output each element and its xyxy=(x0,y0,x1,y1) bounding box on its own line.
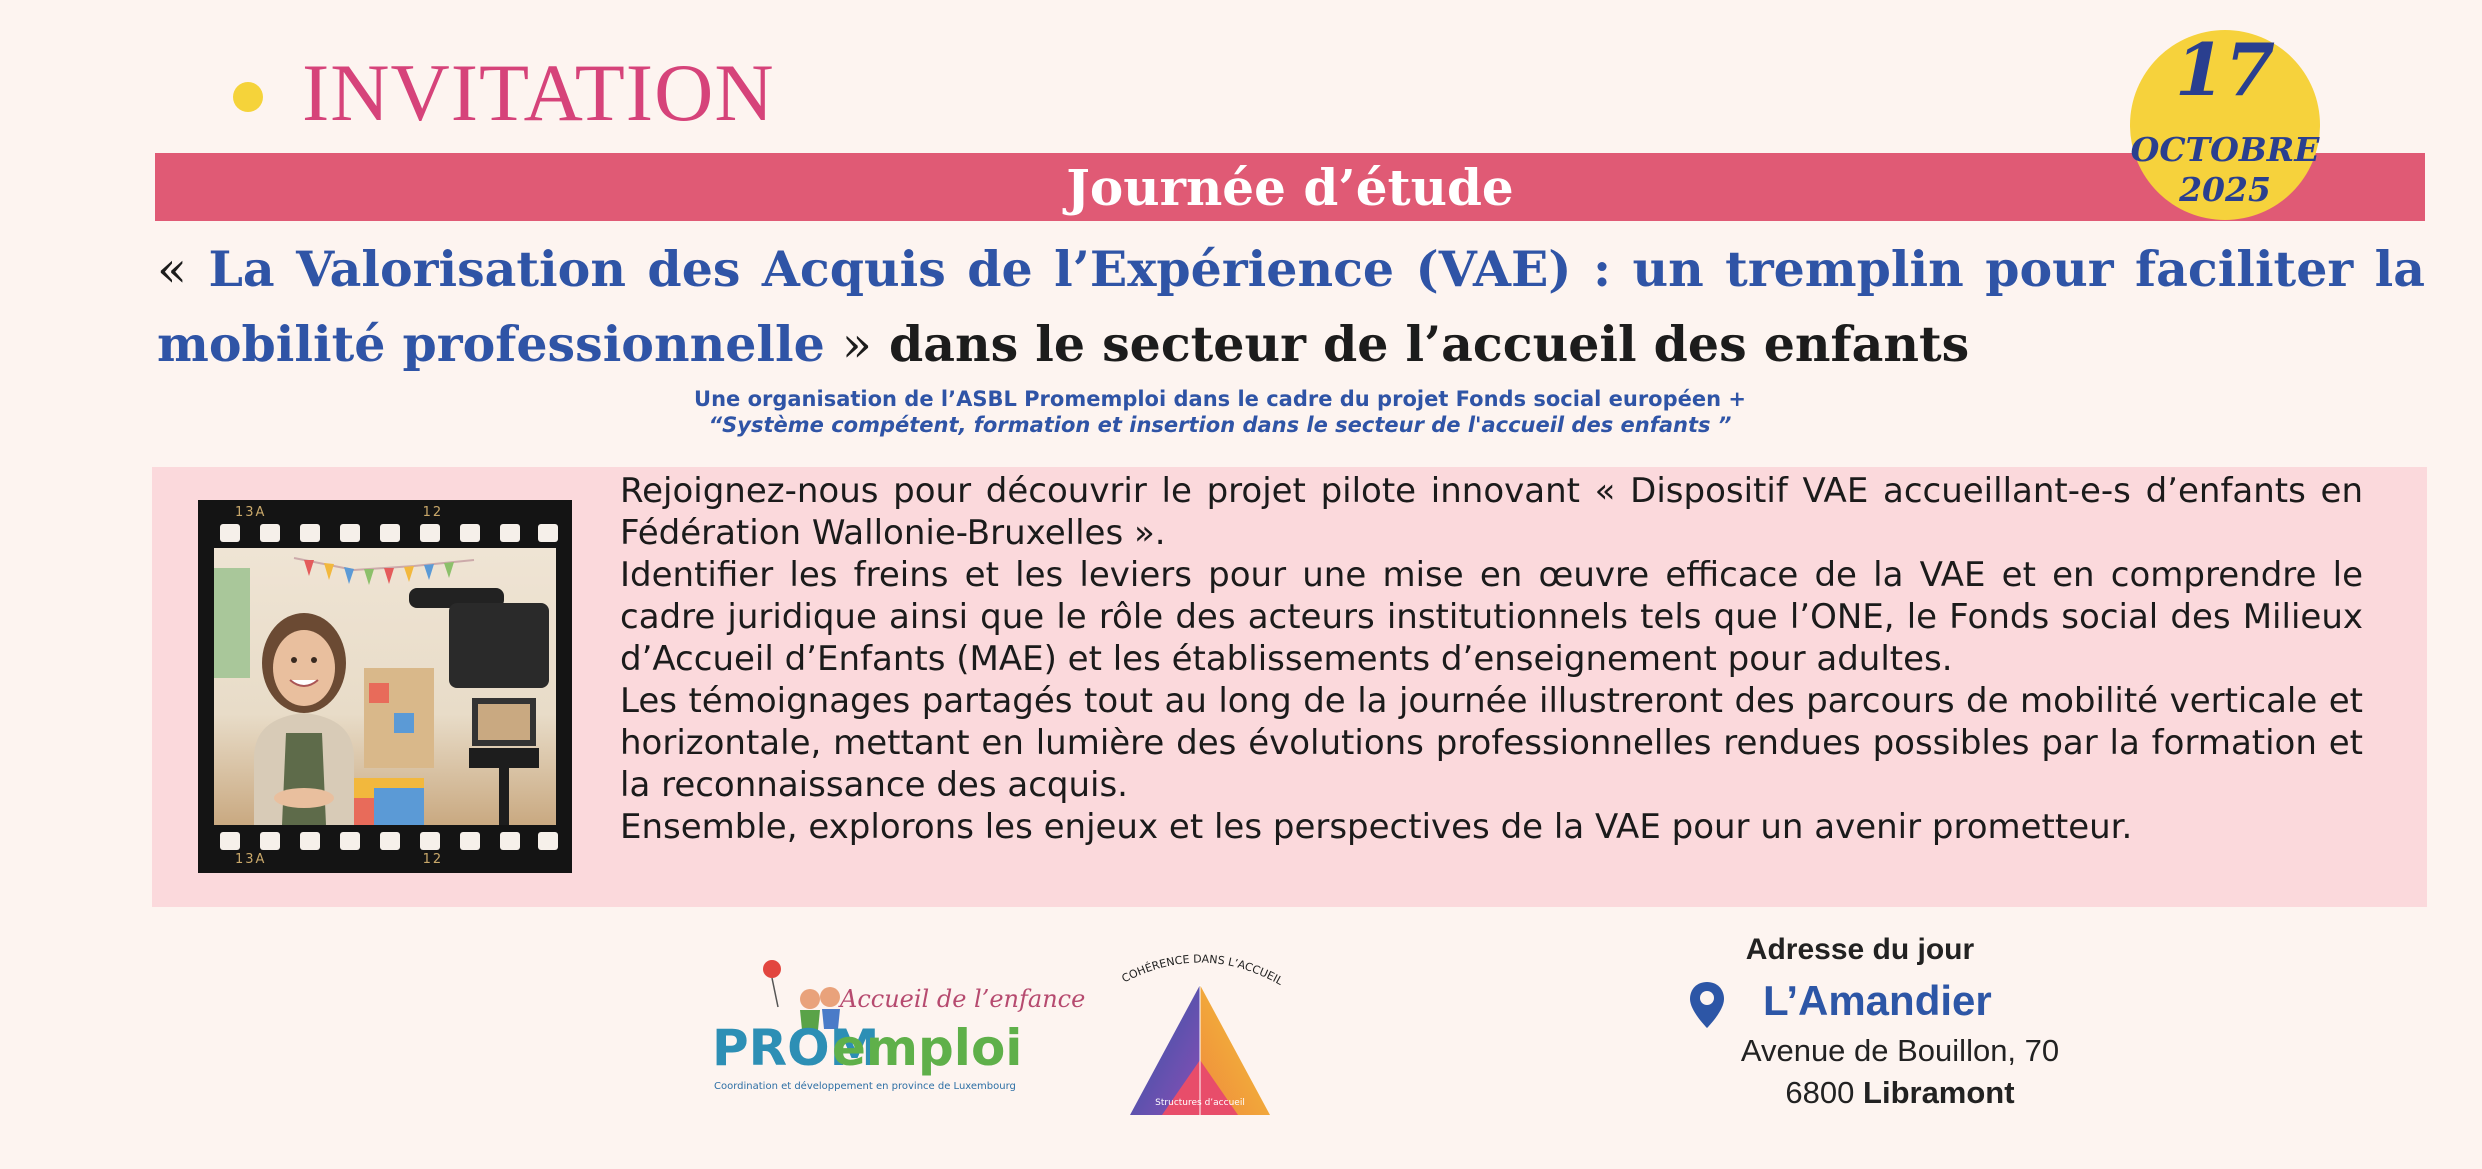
venue-city: Libramont xyxy=(1863,1075,2015,1110)
event-title xyxy=(157,232,2425,382)
film-hole xyxy=(380,524,400,542)
film-hole xyxy=(340,832,360,850)
date-day: 17 xyxy=(2174,27,2276,112)
film-hole xyxy=(300,524,320,542)
promemploi-name-a: PROM xyxy=(712,1019,880,1077)
photo-illustration xyxy=(214,548,556,825)
paragraph-1: Rejoignez-nous pour découvrir le projet pilote innovant « Dispositif VAE accueillant-e-s d’enfants en Fédération Wallonie-Bruxelles ». xyxy=(620,471,2363,553)
promemploi-name-b: emploi xyxy=(832,1019,1023,1077)
band-title: Journée d’étude xyxy=(1066,158,1514,217)
film-hole xyxy=(538,832,558,850)
film-hole xyxy=(420,524,440,542)
title-blue-part: La Valorisation des Acquis de l’Expérience (VAE) : un tremplin pour faciliter la mobilité professionnelle xyxy=(157,240,2425,373)
coherence-triangle-logo xyxy=(1100,945,1300,1120)
film-hole xyxy=(538,524,558,542)
paragraph-4: Ensemble, explorons les enjeux et les perspectives de la VAE pour un avenir prometteur. xyxy=(620,807,2133,847)
film-hole xyxy=(340,524,360,542)
film-label-right: 12 xyxy=(422,505,444,520)
triangle-arc-textpath: COHÉRENCE DANS L’ACCUEIL xyxy=(1119,952,1286,988)
promemploi-logo xyxy=(700,955,1086,1100)
film-label-top xyxy=(235,505,443,520)
film-hole xyxy=(500,832,520,850)
bullet-dot xyxy=(233,82,263,112)
promemploi-logo-graphic xyxy=(700,955,1086,1100)
title-dark-part: dans le secteur de l’accueil des enfants xyxy=(888,315,1970,373)
film-label-left: 13A xyxy=(235,852,267,867)
film-label-right: 12 xyxy=(422,852,444,867)
film-hole xyxy=(380,832,400,850)
paragraph-2: Identifier les freins et les leviers pour une mise en œuvre efficace de la VAE et en comprendre le cadre juridique ainsi que le rôle des acteurs institutionnels tels que l’ONE, le Fonds social des Milieux d’Accueil d’Enfants (MAE) et les établissements d’enseignement pour adultes. xyxy=(620,555,2363,679)
film-hole xyxy=(220,524,240,542)
description-text xyxy=(620,470,2363,848)
film-label-bottom xyxy=(235,852,443,867)
film-hole xyxy=(260,832,280,850)
film-hole xyxy=(460,832,480,850)
triangle-bottom-text: Structures d’accueil xyxy=(1155,1098,1245,1108)
film-hole xyxy=(460,524,480,542)
promemploi-script-text: Accueil de l’enfance xyxy=(840,985,1086,1013)
venue-name: L’Amandier xyxy=(1763,977,1992,1024)
film-hole xyxy=(300,832,320,850)
date-month: OCTOBRE xyxy=(2130,130,2320,169)
venue-street: Avenue de Bouillon, 70 xyxy=(1740,1033,2060,1068)
venue-city-line xyxy=(1700,1075,2100,1111)
location-pin-icon xyxy=(1690,982,1724,1028)
paragraph-3: Les témoignages partagés tout au long de la journée illustreront des parcours de mobilité verticale et horizontale, mettant en lumière des évolutions professionnelles rendues possibles par la formation et la reconnaissance des acquis. xyxy=(620,681,2363,805)
title-close-quote: » xyxy=(841,316,872,373)
address-label: Adresse du jour xyxy=(1745,933,1975,966)
film-hole xyxy=(220,832,240,850)
title-open-quote: « xyxy=(157,241,187,298)
film-hole xyxy=(420,832,440,850)
organisation-line-1: Une organisation de l’ASBL Promemploi dans le cadre du projet Fonds social européen + xyxy=(694,387,1746,411)
film-hole xyxy=(500,524,520,542)
triangle-logo-graphic xyxy=(1100,945,1300,1120)
triangle-arc-text xyxy=(1100,945,1286,988)
organisation-line-2: “Système compétent, formation et insertion dans le secteur de l'accueil des enfants ” xyxy=(708,413,1732,437)
date-year: 2025 xyxy=(2179,170,2271,209)
woman-with-camera-photo xyxy=(214,548,556,825)
invitation-heading: INVITATION xyxy=(302,47,775,138)
venue-postcode: 6800 xyxy=(1785,1075,1855,1110)
film-label-left: 13A xyxy=(235,505,267,520)
film-hole xyxy=(260,524,280,542)
promemploi-tagline: Coordination et développement en province de Luxembourg xyxy=(714,1081,1016,1092)
